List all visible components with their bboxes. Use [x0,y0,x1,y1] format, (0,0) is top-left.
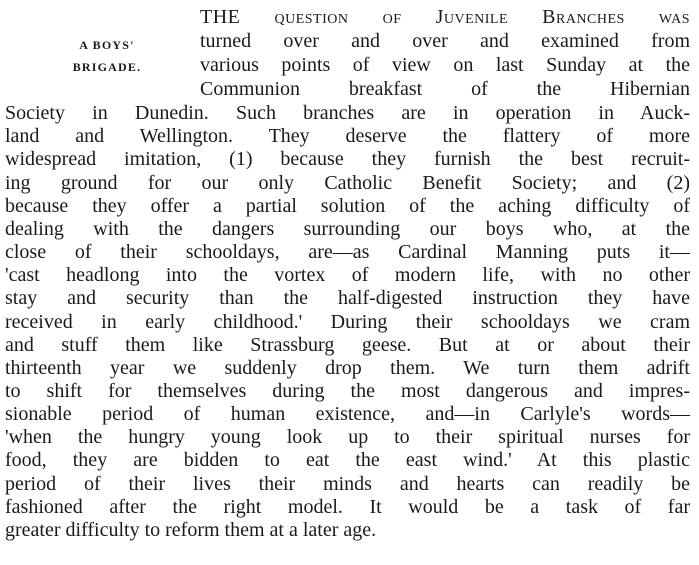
article-line: thirteenth year we suddenly drop them. We turn them adrift [5,357,690,379]
article-line: and stuff them like Strassburg geese. But at or about their [5,334,690,356]
article-line: because they offer a partial solution of the aching difficulty of [5,195,690,217]
article-line: greater difficulty to reform them at a later age. [5,519,377,541]
article-line: THE question of Juvenile Branches was [200,6,690,28]
article-line: to shift for themselves during the most dangerous and impres- [5,380,690,402]
side-heading [42,34,172,78]
article-line: various points of view on last Sunday at the [200,54,690,76]
article-line: sionable period of human existence, and—in Carlyle's words— [5,403,690,425]
article-line: ing ground for our only Catholic Benefit Society; and (2) [5,172,690,194]
article-line: 'when the hungry young look up to their spiritual nurses for [5,426,690,448]
article-line: land and Wellington. They deserve the flattery of more [5,125,690,147]
article-line: Society in Dunedin. Such branches are in operation in Auck- [5,102,690,124]
side-heading-line-1: A BOYS' [79,38,135,52]
article-line: stay and security than the half-digested instruction they have [5,287,690,309]
article-line: received in early childhood.' During their schooldays we cram [5,311,690,333]
article-line: widespread imitation, (1) because they furnish the best recruit- [5,148,690,170]
article-line: 'cast headlong into the vortex of modern life, with no other [5,264,690,286]
article-line: dealing with the dangers surrounding our boys who, at the [5,218,690,240]
article-line: Communion breakfast of the Hibernian [200,78,690,100]
article-line: food, they are bidden to eat the east wind.' At this plastic [5,449,690,471]
article-line: turned over and over and examined from [200,30,690,52]
side-heading-line-2: BRIGADE. [72,60,142,74]
article-line: period of their lives their minds and hearts can readily be [5,473,690,495]
article-line: close of their schooldays, are—as Cardinal Manning puts it— [5,241,690,263]
article-line: fashioned after the right model. It would be a task of far [5,496,690,518]
